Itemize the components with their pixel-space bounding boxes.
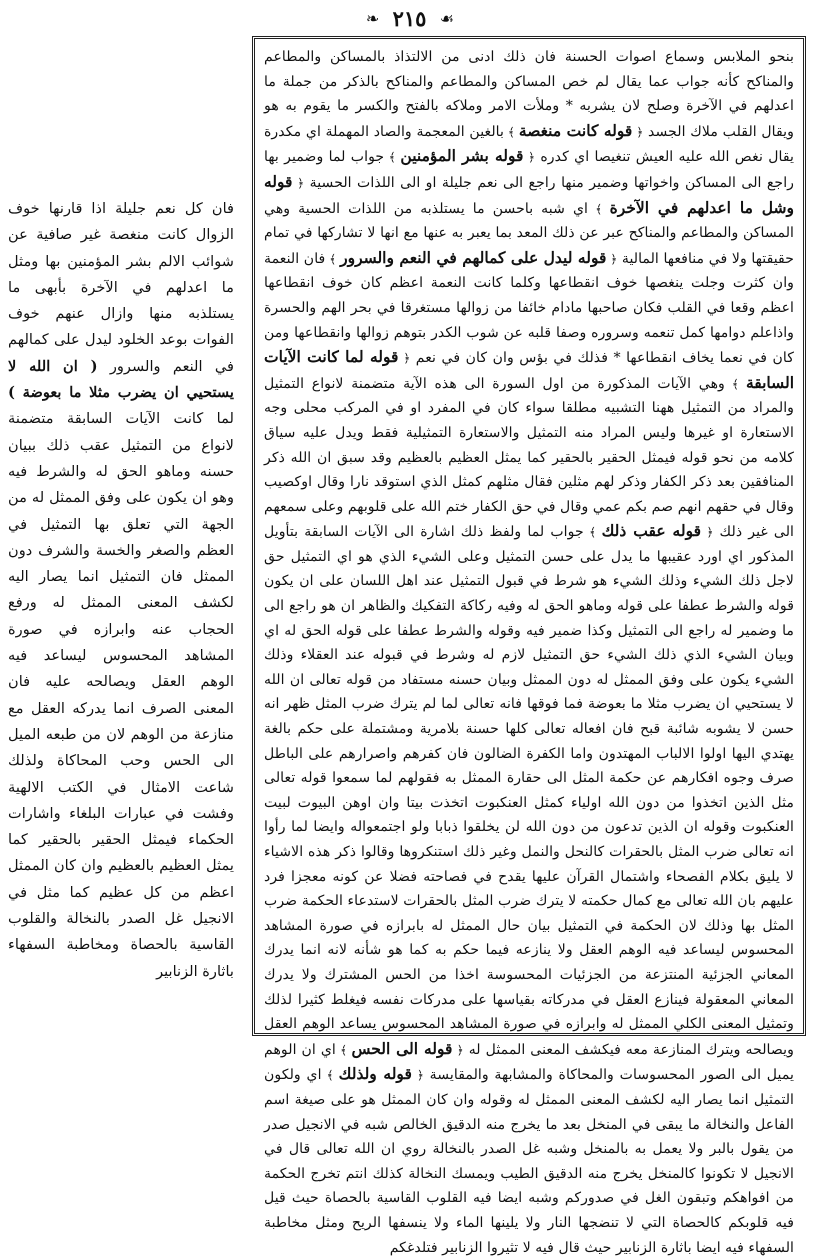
commentary-frame (252, 36, 806, 1256)
lemma-bracket-open-icon: ﴿ (292, 175, 305, 190)
lemma-bracket-close-icon: ﴾ (583, 525, 602, 540)
lemma-bracket-open-icon: ﴿ (606, 251, 618, 266)
page-header (0, 6, 820, 32)
margin-lemma-heading: ( ان الله لا يستحيي ان يضرب مثلا ما بعوضة ) (8, 357, 234, 402)
margin-text (8, 196, 234, 996)
commentary-text-segment: اي ولكون التمثيل انما يصار اليه لكشف المعنى الممثل له وقوله وان كان الممثل هو على صيغة اسم الفاعل والنخالة ما يبقى في المنخل بعد ما يخرج منه الدقيق الخالص شبه في الانجيل صدر من يقول بالبر ولا يعمل به بالمنخل وشبه غل الصدر بالنخالة روي ان الله تعالى قال في الانجيل لا تكونوا كالمنخل يخرج منه الدقيق الطيب ويمسك النخالة كذلك انتم تخرج الحكمة من افواهكم وتبقون الغل في صدوركم وشبه ايضا فيه القلوب القاسية بالحصاة حيث قيل فيه قلوبكم كالحصاة التي لا تنضجها النار ولا يلينها الماء ولا ينسفها الريح ومثل مخاطبة السفهاء فيه ايضا باثارة الزنابير حيث قال فيه لا تثيروا الزنابير فتلدغكم (264, 1067, 794, 1256)
commentary-text-segment: فان النعمة وان كثرت وجلت ينغصها خوف انقطاعها وكلما كانت النعمة اعظم كان خوف انقطاعها اعظم وقعا في القلب فكان صاحبها مادام خائفا من زوالها مستغرقا في بحر الهم والحسرة واذاعلم دوامها كمل تنعمه وسروره وصفا قلبه عن شوب الكدر بتوهم زوالها وانقطاعها ومن كان في نعما يخاف انقطاعها * فذلك في بؤس وان كان في نعم (264, 250, 794, 367)
lemma-bracket-open-icon: ﴿ (452, 1042, 464, 1057)
commentary-text-segment: اي شبه باحسن ما يستلذبه من اللذات الحسية وهي المساكن والمطاعم والمناكح عبر عن ذلك المعد بما يعبر به عنها مع انها لا تشاركها في تمام حقيقتها ولا في منافعها المالية (264, 200, 794, 267)
lemma-bracket-close-icon: ﴾ (321, 1068, 339, 1083)
commentary-lemma-heading: قوله بشر المؤمنين (400, 146, 524, 166)
commentary-text-segment: اي ان الوهم يميل الى الصور المحسوسات والمحاكاة والمشابهة والمقايسة (264, 1041, 794, 1084)
lemma-bracket-close-icon: ﴾ (325, 251, 341, 266)
lemma-bracket-close-icon: ﴾ (503, 124, 519, 139)
commentary-lemma-heading: قوله ليدل على كمالهم في النعم والسرور (340, 247, 607, 267)
ornament-right-icon: ☙ (439, 9, 455, 28)
commentary-lemma-heading: قوله وشل ما اعدلهم في الآخرة (264, 171, 794, 217)
lemma-bracket-close-icon: ﴾ (384, 150, 401, 165)
commentary-text-segment: جواب لما وضمير بها راجع الى المساكن واخواتها وضمير منها راجع الى نعم جليلة او الى اللذات الحسية (264, 149, 794, 191)
lemma-bracket-close-icon: ﴾ (588, 201, 610, 216)
lemma-bracket-close-icon: ﴾ (335, 1042, 352, 1057)
commentary-lemma-heading: قوله عقب ذلك (601, 521, 701, 541)
lemma-bracket-close-icon: ﴾ (724, 376, 746, 391)
commentary-text-segment: بنحو الملابس وسماع اصوات الحسنة فان ذلك ادنى من الالتذاذ بالمساكن والمطاعم والمناكح كأنه جواب عما يقال لم خص المساكن والمطاعم والمناكح بالذكر من جملة ما اعدلهم في الآخرة وصلح لان يشربه * وملأت الامر وملاكه بالفتح والكسر ما يقوم به هو ويقال القلب ملاك الجسد (264, 49, 794, 140)
lemma-bracket-open-icon: ﴿ (398, 351, 411, 366)
commentary-lemma-heading: قوله لما كانت الآيات السابقة (264, 347, 794, 392)
commentary-lemma-heading: قوله الى الحس (351, 1038, 453, 1058)
lemma-bracket-open-icon: ﴿ (701, 525, 714, 540)
commentary-lemma-heading: قوله ولذلك (338, 1064, 412, 1084)
lemma-bracket-open-icon: ﴿ (632, 124, 644, 139)
commentary-text (264, 45, 794, 1260)
commentary-text-segment: وهي الآيات المذكورة من اول السورة الى هذه الآية متضمنة لانواع التمثيل والمراد من التمثيل ههنا التشبيه مطلقا سواء كان في المفرد او في المركب محلى وجه الاستعارة او غيرها وليس المراد منه التمثيل والاستعارة التمثيلية فقط ويدل عليه سياق كلامه من نحو قوله فيمثل الحقير بالحقير كما يمثل العظيم بالعظيم وقد سبق ان الله ذكر المنافقين بعد ذكر الكفار وذكر لهم مثلين فقال مثلهم كمثل الذي استوقد نارا وقال اوكصيب وقال في حقهم انهم صم بكم عمي وقال في حق الكفار ختم الله على قلوبهم وعلى سمعهم الى غير ذلك (264, 375, 794, 541)
commentary-lemma-heading: قوله كانت منغصة (518, 120, 633, 140)
commentary-text-segment: بالغين المعجمة والصاد المهملة اي مكدرة يقال نغص الله عليه العيش تنغيصا اي كدره (264, 123, 795, 166)
margin-text-segment: فان كل نعم جليلة اذا قارنها خوف الزوال كانت منغصة غير صافية عن شوائب الالم بشر المؤمنين بها ومثل ما اعدلهم في الآخرة بأبهى ما يستلذبه منها وازال عنهم خوف الفوات بوعد الخلود ليدل على كمالهم في النعم والسرور (8, 200, 235, 375)
lemma-bracket-open-icon: ﴿ (523, 150, 536, 165)
lemma-bracket-open-icon: ﴿ (411, 1068, 424, 1083)
commentary-text-segment: جواب لما ولفظ ذلك اشارة الى الآيات السابقة بتأويل المذكور اي اورد عقيبها ما يدل على حسن التمثيل وعلى الشيء الذي هو اي التمثيل حق لاجل ذلك الشيء وذلك الشيء هو شرط في قبول التمثيل عند اهل اللسان على ان يكون قوله والشرط عطفا على قوله وماهو الحق له وفيه ركاكة التفكيك والظاهر ان هو راجع الى ما وضمير له راجع الى التمثيل وكذا ضمير فيه وقوله والشرط عطفا على قوله الحق له اي وبيان الشيء الذي ذلك الشيء حق التمثيل لازم له وشرط في قبوله عند العقلاء وذلك الشيء يكون على وفق الممثل له دون الممثل وبيان حسنه مستفاد من قوله تعالى ان الله لا يستحيي ان يضرب مثلا ما بعوضة فما فوقها فانه تعالى لما لم يترك ضرب المثل ظهر انه حسن لا يشوبه شائبة قبح فان افعاله تعالى كلها حسنة بلامرية ومشتملة على حكم بالغة يهتدي اليها اولوا الالباب المهتدون واما الكفرة الضالون فان كفرهم واصرارهم على الباطل صرف وجوه افكارهم عن حكمة المثل الى حقارة الممثل به فقولهم لما سمعوا قوله تعالى مثل الذين اتخذوا من دون الله اولياء كمثل العنكبوت اتخذت بيتا وان اوهن البيوت لبيت العنكبوت وقوله ان الذين تدعون من دون الله لن يخلقوا ذبابا ولو اجتمعواله وايضا لما رأوا انه تعالى ضرب المثل بالحقرات كالنحل والنمل وغير ذلك استنكروها وقالوا ذكر هذه الاشياء لا يليق بكلام الفصحاء واشتمال القرآن عليها يقدح في فصاحته فضلا عن كونه معجزا فرد عليهم بان الله تعالى مع كمال حكمته لا يترك ضرب المثل بالحقرات لاستدعاء الحكمة ضرب المثل بها وذلك لان الحكمة في التمثيل بيان حال الممثل له بابرازه في صورة المشاهد المحسوس ليساعد فيه الوهم العقل ولا ينازعه فيما حكم به كما هو شأنه لانه انما يدرك المعاني الجزئية المنتزعة من الجزئيات المحسوسة اخذا من الحس المشترك ولا يدرك المعاني المعقولة فينازع العقل في مدركاته بقياسها على مدركات نفسه فيغلط كثيرا لذلك وتمثيل المعنى الكلي الممثل له وابرازه في صورة المشاهد المحسوس يساعد الوهم العقل ويصالحه ويترك المنازعة معه فيكشف المعنى الممثل له (264, 524, 794, 1058)
margin-text-segment: لما كانت الآيات السابقة متضمنة لانواع من التمثيل عقب ذلك ببيان حسنه وماهو الحق له والشرط فيه وهو ان يكون على وفق الممثل له من الجهة التي تعلق بها التمثيل في العظم والصغر والخسة والشرف دون الممثل فان التمثيل انما يصار اليه لكشف المعنى الممثل له ورفع الحجاب عنه وابرازه في صورة المشاهد المحسوس ليساعد فيه الوهم العقل ويصالحه عليه فان المعنى الصرف انما يدركه العقل مع منازعة من الوهم لان من طبعه الميل الى الحس وحب المحاكاة ولذلك شاعت الامثال في الكتب الالهية وفشت في عبارات البلغاء واشارات الحكماء فيمثل الحقير بالحقير كما يمثل العظيم بالعظيم وان كان الممثل اعظم من كل عظيم كما مثل في الانجيل غل الصدر بالنخالة والقلوب القاسية بالحصاة ومخاطبة السفهاء باثارة الزنابير (8, 410, 234, 980)
ornament-left-icon: ❧ (365, 9, 380, 28)
page-number: ٢١٥ (392, 6, 427, 31)
